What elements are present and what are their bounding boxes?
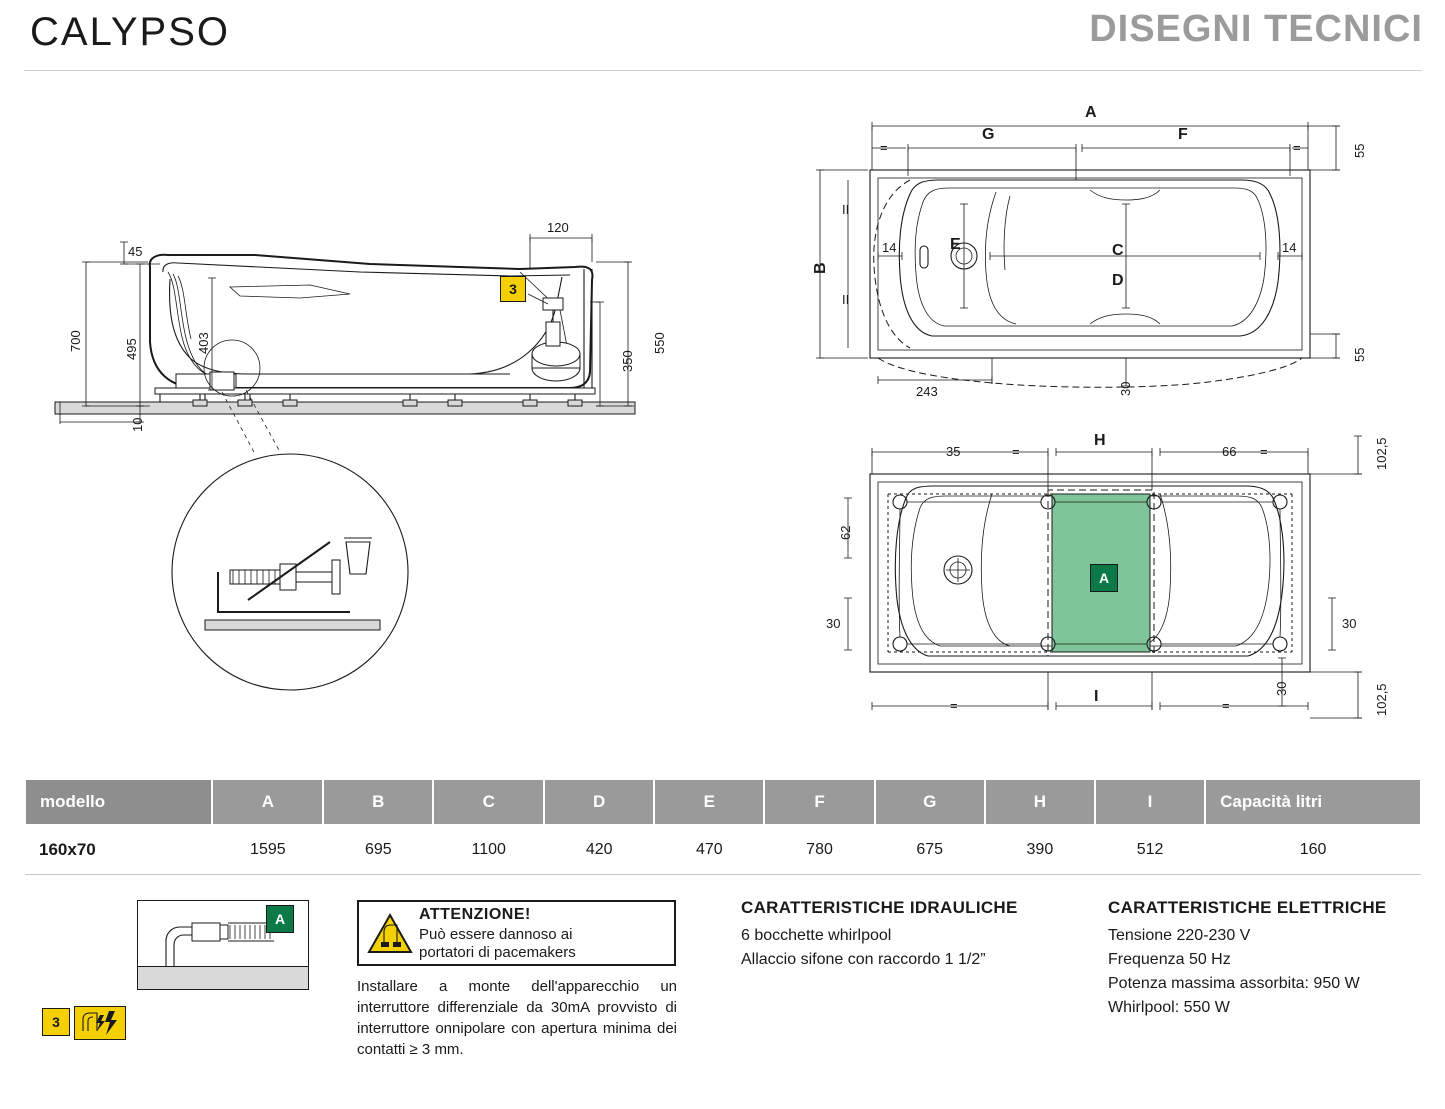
th-A: A bbox=[212, 779, 323, 825]
label-C: C bbox=[1112, 242, 1124, 259]
warning-triangle-icon bbox=[367, 912, 413, 956]
badge-A-legend: A bbox=[266, 905, 294, 933]
dim-120: 120 bbox=[547, 220, 569, 235]
cell-F: 780 bbox=[764, 825, 874, 875]
dim-30-top-view: 30 bbox=[1118, 381, 1133, 396]
dim-1025-top: 102,5 bbox=[1374, 437, 1389, 470]
equal-b2: = bbox=[1260, 444, 1268, 459]
plan-view-bottom bbox=[760, 418, 1420, 758]
side-view-drawing bbox=[0, 72, 700, 772]
cell-A: 1595 bbox=[212, 825, 323, 875]
equal-b3: = bbox=[950, 698, 958, 713]
dim-14-right: 14 bbox=[1282, 240, 1297, 255]
label-H: H bbox=[1094, 432, 1106, 449]
attention-box bbox=[357, 900, 676, 966]
dim-700: 700 bbox=[68, 330, 83, 352]
th-F: F bbox=[764, 779, 874, 825]
dim-403: 403 bbox=[196, 332, 211, 354]
side-view-svg bbox=[0, 72, 700, 772]
equal-mark-right: = bbox=[1293, 140, 1301, 155]
label-B: B bbox=[812, 262, 829, 274]
label-G: G bbox=[982, 126, 995, 143]
hydraulic-line1: 6 bocchette whirlpool bbox=[741, 927, 892, 944]
electric-shock-svg bbox=[75, 1007, 125, 1039]
th-H: H bbox=[985, 779, 1095, 825]
hydraulic-title: CARATTERISTICHE IDRAULICHE bbox=[741, 898, 1018, 917]
table-header-row bbox=[25, 779, 1421, 825]
dim-550: 550 bbox=[652, 332, 667, 354]
dimensions-table bbox=[24, 778, 1422, 875]
electrical-line3: Potenza massima assorbita: 950 W bbox=[1108, 975, 1360, 992]
legend-hose-diagram bbox=[137, 900, 309, 990]
label-F: F bbox=[1178, 126, 1188, 143]
cell-C: 1100 bbox=[433, 825, 544, 875]
electrical-line1: Tensione 220-230 V bbox=[1108, 927, 1251, 944]
dim-30-right: 30 bbox=[1342, 616, 1357, 631]
cell-E: 470 bbox=[654, 825, 764, 875]
th-E: E bbox=[654, 779, 764, 825]
dim-55-bottom: 55 bbox=[1352, 347, 1367, 362]
attention-line1: Può essere dannoso ai bbox=[419, 926, 573, 943]
th-I: I bbox=[1095, 779, 1205, 825]
th-B: B bbox=[323, 779, 433, 825]
dim-45: 45 bbox=[128, 244, 143, 259]
th-modello: modello bbox=[25, 779, 212, 825]
label-D: D bbox=[1112, 272, 1124, 289]
page-header bbox=[0, 0, 1445, 72]
page-title: CALYPSO bbox=[30, 10, 230, 54]
dim-66: 66 bbox=[1222, 444, 1237, 459]
cell-modello: 160x70 bbox=[25, 825, 212, 875]
th-capacita: Capacità litri bbox=[1205, 779, 1421, 825]
dim-350: 350 bbox=[620, 350, 635, 372]
plan-view-top bbox=[760, 96, 1420, 416]
electrical-line2: Frequenza 50 Hz bbox=[1108, 951, 1231, 968]
equal-mark-b-top: II bbox=[842, 202, 850, 217]
cell-H: 390 bbox=[985, 825, 1095, 875]
dim-35: 35 bbox=[946, 444, 961, 459]
dim-30-bottom: 30 bbox=[1274, 681, 1289, 696]
cell-B: 695 bbox=[323, 825, 433, 875]
install-note: Installare a monte dell'apparecchio un interruttore differenziale da 30mA provvisto di interruttore onnipolare con apertura minima dei contatti ≥ 3 mm. bbox=[357, 978, 677, 1058]
electrical-title: CARATTERISTICHE ELETTRICHE bbox=[1108, 898, 1387, 917]
badge-A-pumpzone: A bbox=[1090, 564, 1118, 592]
badge-3-legend: 3 bbox=[42, 1008, 70, 1036]
dim-55-top: 55 bbox=[1352, 143, 1367, 158]
cell-D: 420 bbox=[544, 825, 654, 875]
cell-capacita: 160 bbox=[1205, 825, 1421, 875]
electric-shock-icon bbox=[74, 1006, 126, 1040]
equal-b1: = bbox=[1012, 444, 1020, 459]
plan-view-top-svg bbox=[760, 96, 1420, 416]
table-row bbox=[25, 825, 1421, 875]
dim-243: 243 bbox=[916, 384, 938, 399]
label-E: E bbox=[950, 236, 961, 253]
bottom-info-panels bbox=[24, 880, 1422, 1090]
th-G: G bbox=[875, 779, 985, 825]
equal-mark-left: = bbox=[880, 140, 888, 155]
cell-I: 512 bbox=[1095, 825, 1205, 875]
th-D: D bbox=[544, 779, 654, 825]
dim-30-left: 30 bbox=[826, 616, 841, 631]
dim-14-left: 14 bbox=[882, 240, 897, 255]
dim-495: 495 bbox=[124, 338, 139, 360]
equal-b4: = bbox=[1222, 698, 1230, 713]
label-A: A bbox=[1085, 104, 1097, 121]
badge-3-sideview: 3 bbox=[500, 276, 526, 302]
page-subtitle: DISEGNI TECNICI bbox=[1089, 8, 1423, 50]
cell-G: 675 bbox=[875, 825, 985, 875]
attention-title: ATTENZIONE! bbox=[419, 906, 531, 923]
electrical-line4: Whirlpool: 550 W bbox=[1108, 999, 1230, 1016]
dim-62: 62 bbox=[838, 525, 853, 540]
attention-line2: portatori di pacemakers bbox=[419, 944, 576, 961]
hydraulic-line2: Allaccio sifone con raccordo 1 1/2” bbox=[741, 951, 986, 968]
equal-mark-b-bottom: II bbox=[842, 292, 850, 307]
label-I: I bbox=[1094, 688, 1099, 705]
dim-1025-bottom: 102,5 bbox=[1374, 683, 1389, 716]
header-divider bbox=[24, 70, 1422, 71]
dim-10: 10 bbox=[130, 417, 145, 432]
th-C: C bbox=[433, 779, 544, 825]
